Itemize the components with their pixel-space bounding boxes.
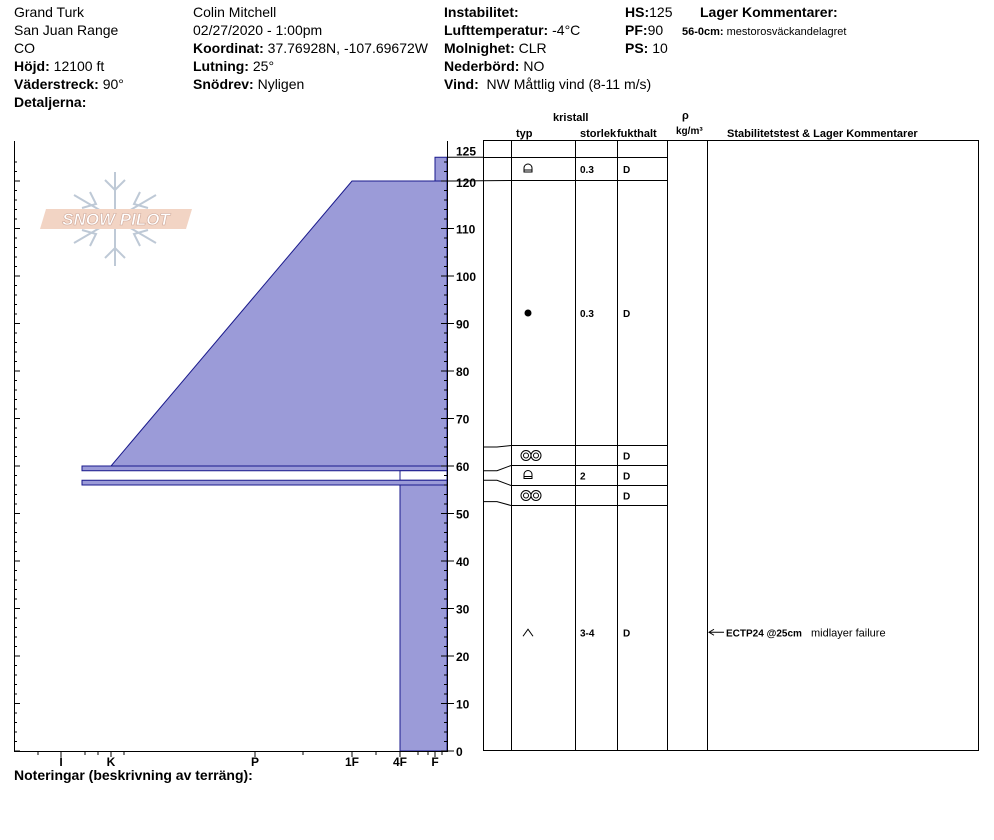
- crystal-size: 3-4: [580, 628, 595, 640]
- hardness-layer-3: [400, 471, 447, 481]
- decomposing-fragments-icon: [524, 471, 532, 479]
- airtemp-value: -4°C: [552, 22, 581, 38]
- crystal-size: 0.3: [580, 165, 594, 176]
- x-tick-label: 1F: [344, 755, 360, 769]
- hardness-layer-2: [82, 466, 447, 471]
- surface-hoar-icon: [521, 451, 541, 461]
- coordinate-value: 37.76928N, -107.69672W: [267, 40, 428, 56]
- pf-label: PF:: [625, 22, 648, 38]
- moisture-value: D: [623, 628, 631, 640]
- instability-label: Instabilitet:: [444, 4, 519, 20]
- drift-label: Snödrev:: [193, 76, 254, 92]
- hardness-axis: [38, 751, 442, 769]
- crystal-size: 2: [580, 471, 586, 483]
- y-tick-label: 0: [456, 745, 463, 759]
- x-tick-label: F: [431, 755, 439, 769]
- airtemp-label: Lufttemperatur:: [444, 22, 549, 38]
- x-tick-label: 4F: [392, 755, 408, 769]
- slope-value: 25°: [252, 58, 275, 74]
- y-tick-label: 100: [456, 270, 477, 284]
- moisture-value: D: [623, 491, 631, 503]
- stability-header: Stabilitetstest & Lager Kommentarer: [727, 128, 918, 140]
- hardness-layer-4: [82, 480, 447, 485]
- x-tick-label: P: [250, 755, 260, 769]
- snowpilot-logo: [40, 172, 192, 266]
- y-tick-label: 30: [456, 602, 470, 617]
- precip-label: Nederbörd:: [444, 58, 520, 74]
- hardness-layer-0: [435, 157, 447, 181]
- slope-label: Lutning:: [193, 58, 249, 74]
- coordinate-label: Koordinat:: [193, 40, 264, 56]
- aspect-label: Väderstreck:: [14, 76, 99, 92]
- y-tick-label: 60: [456, 460, 470, 474]
- size-header: storlek: [580, 128, 617, 140]
- depth-hoar-icon: [523, 629, 533, 636]
- layer-connector: [454, 181, 511, 182]
- wind-value: NW Måttlig vind (8-11 m/s): [486, 76, 652, 92]
- details-label: Detaljerna:: [14, 94, 87, 110]
- rounded-grains-icon: [525, 310, 532, 317]
- y-tick-label: 125: [456, 144, 477, 159]
- layer-connector: [483, 480, 511, 485]
- hardness-profile: [82, 157, 447, 751]
- hardness-layer-5: [400, 485, 447, 751]
- layer-connector: [483, 502, 511, 506]
- logo-text: SNOW PILOT: [62, 210, 170, 229]
- sky-label: Molnighet:: [444, 40, 515, 56]
- moisture-value: D: [623, 471, 631, 483]
- pf-value: 90: [647, 22, 664, 38]
- elevation-label: Höjd:: [14, 58, 50, 74]
- layer-comments-title: Lager Kommentarer:: [700, 4, 838, 20]
- density-unit-header: kg/m³: [676, 126, 703, 137]
- surface-hoar-icon: [521, 491, 541, 501]
- elevation-value: 12100 ft: [53, 58, 105, 74]
- y-tick-label: 40: [456, 555, 470, 569]
- y-tick-label: 90: [456, 317, 470, 332]
- layer-comment-depth: 56-0cm:: [682, 26, 724, 38]
- layer-table-rows: [454, 158, 667, 640]
- aspect-value: 90°: [102, 76, 124, 92]
- test-result: ECTP24 @25cm: [726, 628, 802, 640]
- y-tick-label: 10: [456, 697, 470, 712]
- observation-datetime: 02/27/2020 - 1:00pm: [193, 22, 323, 38]
- x-tick-label: I: [59, 755, 63, 769]
- x-tick-label: K: [106, 755, 116, 769]
- moisture-value: D: [623, 451, 631, 463]
- moisture-header: fukthalt: [617, 128, 657, 140]
- crystal-size: 0.3: [580, 309, 594, 320]
- moisture-value: D: [623, 309, 631, 320]
- ps-label: PS:: [625, 40, 649, 56]
- y-tick-label: 110: [456, 222, 476, 237]
- ps-value: 10: [652, 40, 668, 56]
- crystal-header: kristall: [553, 112, 589, 124]
- type-header: typ: [516, 128, 533, 140]
- test-comment: midlayer failure: [811, 627, 886, 640]
- moisture-value: D: [623, 165, 631, 176]
- y-tick-label: 120: [456, 176, 477, 190]
- state-name: CO: [14, 40, 35, 56]
- wind-label: Vind:: [444, 76, 479, 92]
- terrain-notes-label: Noteringar (beskrivning av terräng):: [14, 767, 253, 783]
- rho-header: ρ: [682, 110, 689, 122]
- y-tick-label: 50: [456, 507, 470, 522]
- y-tick-label: 70: [456, 412, 470, 427]
- hs-label: HS:: [625, 4, 650, 20]
- precip-value: NO: [523, 58, 545, 74]
- y-tick-label: 80: [456, 365, 470, 379]
- observer-name: Colin Mitchell: [193, 4, 277, 20]
- stability-tests: [709, 627, 886, 639]
- sky-value: CLR: [518, 40, 547, 56]
- layer-connector: [483, 446, 511, 448]
- decomposing-fragments-icon: [524, 164, 532, 172]
- layer-connector: [483, 466, 511, 471]
- drift-value: Nyligen: [257, 76, 305, 92]
- y-tick-label: 20: [456, 650, 470, 664]
- range-name: San Juan Range: [14, 22, 119, 38]
- location-name: Grand Turk: [14, 4, 85, 20]
- layer-comment-text: mestorosväckandelagret: [726, 26, 847, 38]
- hs-value: 125: [649, 4, 673, 20]
